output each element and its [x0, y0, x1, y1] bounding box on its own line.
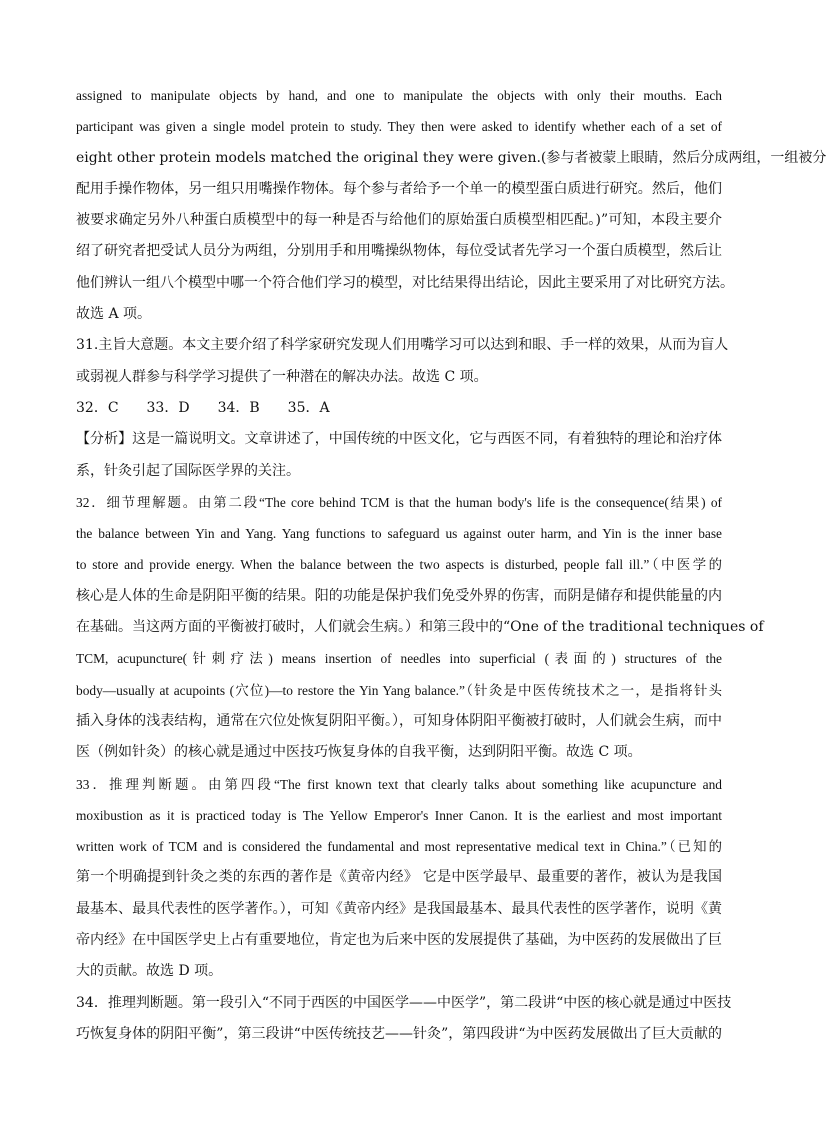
analysis-heading: 【分析】这是一篇说明文。文章讲述了，中国传统的中医文化，它与西医不同，有着独特的理论和治疗体 — [76, 431, 722, 448]
question-31-explanation: 31.主旨大意题。本文主要介绍了科学家研究发现人们用嘴学习可以达到和眼、手一样的效果，从而为盲人 — [76, 337, 729, 354]
text-line: 最基本、最具代表性的医学著作。），可知《黄帝内经》是我国最基本、最具代表性的医学著作，说明《黄 — [76, 900, 722, 917]
text-line: assigned to manipulate objects by hand, and one to manipulate the objects with only their mouths. Each — [76, 88, 722, 103]
text-line: 故选 A 项。 — [76, 306, 152, 323]
question-34-explanation: 34．推理判断题。第一段引入“不同于西医的中国医学——中医学”，第二段讲“中医的核心就是通过中医技 — [76, 994, 732, 1011]
text-line: 系，针灸引起了国际医学界的关注。 — [76, 462, 300, 479]
text-line: 第一个明确提到针灸之类的东西的著作是《黄帝内经》 它是中医学最早、最重要的著作，被认为是我国 — [76, 869, 722, 886]
text-line: 绍了研究者把受试人员分为两组，分别用手和用嘴操纵物体，每位受试者先学习一个蛋白质模型，然后让 — [76, 243, 722, 260]
text-line: eight other protein models matched the original they were given.(参与者被蒙上眼睛，然后分成两组，一组被分 — [76, 149, 826, 166]
text-line: TCM, acupuncture(针刺疗法) means insertion of needles into superficial (表面的) structures of the — [76, 651, 722, 667]
text-line: 核心是人体的生命是阴阳平衡的结果。阳的功能是保护我们免受外界的伤害，而阴是储存和提供能量的内 — [76, 587, 722, 604]
text-line: moxibustion as it is practiced today is The Yellow Emperor's Inner Canon. It is the earliest and most important — [76, 807, 722, 823]
text-line: 被要求确定另外八种蛋白质模型中的每一种是否与给他们的原始蛋白质模型相匹配。)”可知，本段主要介 — [76, 212, 722, 229]
text-line: to store and provide energy. When the balance between the two aspects is disturbed, people fall ill.”（中医学的 — [76, 557, 722, 573]
question-32-explanation: 32．细节理解题。由第二段“The core behind TCM is that the human body's life is the consequence(结果) of — [76, 494, 722, 510]
text-line: 或弱视人群参与科学学习提供了一种潜在的解决办法。故选 C 项。 — [76, 368, 488, 385]
text-line: 插入身体的浅表结构，通常在穴位处恢复阴阳平衡。），可知身体阴阳平衡被打破时，人们就会生病，而中 — [76, 712, 722, 729]
text-line: 在基础。当这两方面的平衡被打破时，人们就会生病。）和第三段中的“One of the traditional techniques of — [76, 619, 764, 636]
text-line: participant was given a single model protein to study. They then were asked to identify whether each of a set of — [76, 119, 722, 135]
text-line: 巧恢复身体的阴阳平衡”，第三段讲“中医传统技艺——针灸”，第四段讲“为中医药发展做出了巨大贡献的 — [76, 1025, 722, 1042]
text-line: body—usually at acupoints (穴位)—to restore the Yin Yang balance.”（针灸是中医传统技术之一，是指将针头 — [76, 682, 722, 698]
text-line: 医（例如针灸）的核心就是通过中医技巧恢复身体的自我平衡，达到阴阳平衡。故选 C 项。 — [76, 744, 642, 761]
text-line: 配用手操作物体，另一组只用嘴操作物体。每个参与者给予一个单一的模型蛋白质进行研究。然后，他们 — [76, 180, 722, 197]
text-line: the balance between Yin and Yang. Yang functions to safeguard us against outer harm, and Yin is the inner base — [76, 526, 722, 542]
text-line: 他们辨认一组八个模型中哪一个符合他们学习的模型，对比结果得出结论，因此主要采用了对比研究方法。 — [76, 274, 734, 291]
text-line: 大的贡献。故选 D 项。 — [76, 963, 223, 980]
text-line: 帝内经》在中国医学史上占有重要地位，肯定也为后来中医的发展提供了基础，为中医药的发展做出了巨 — [76, 932, 722, 949]
answer-explanation-text — [76, 80, 826, 1050]
question-33-explanation: 33．推理判断题。由第四段“The first known text that clearly talks about something like acupuncture and — [76, 776, 722, 792]
text-line: written work of TCM and is considered the fundamental and most representative medical text in China.”（已知的 — [76, 839, 722, 855]
answer-key: 32．C 33．D 34．B 35．A — [76, 399, 330, 416]
